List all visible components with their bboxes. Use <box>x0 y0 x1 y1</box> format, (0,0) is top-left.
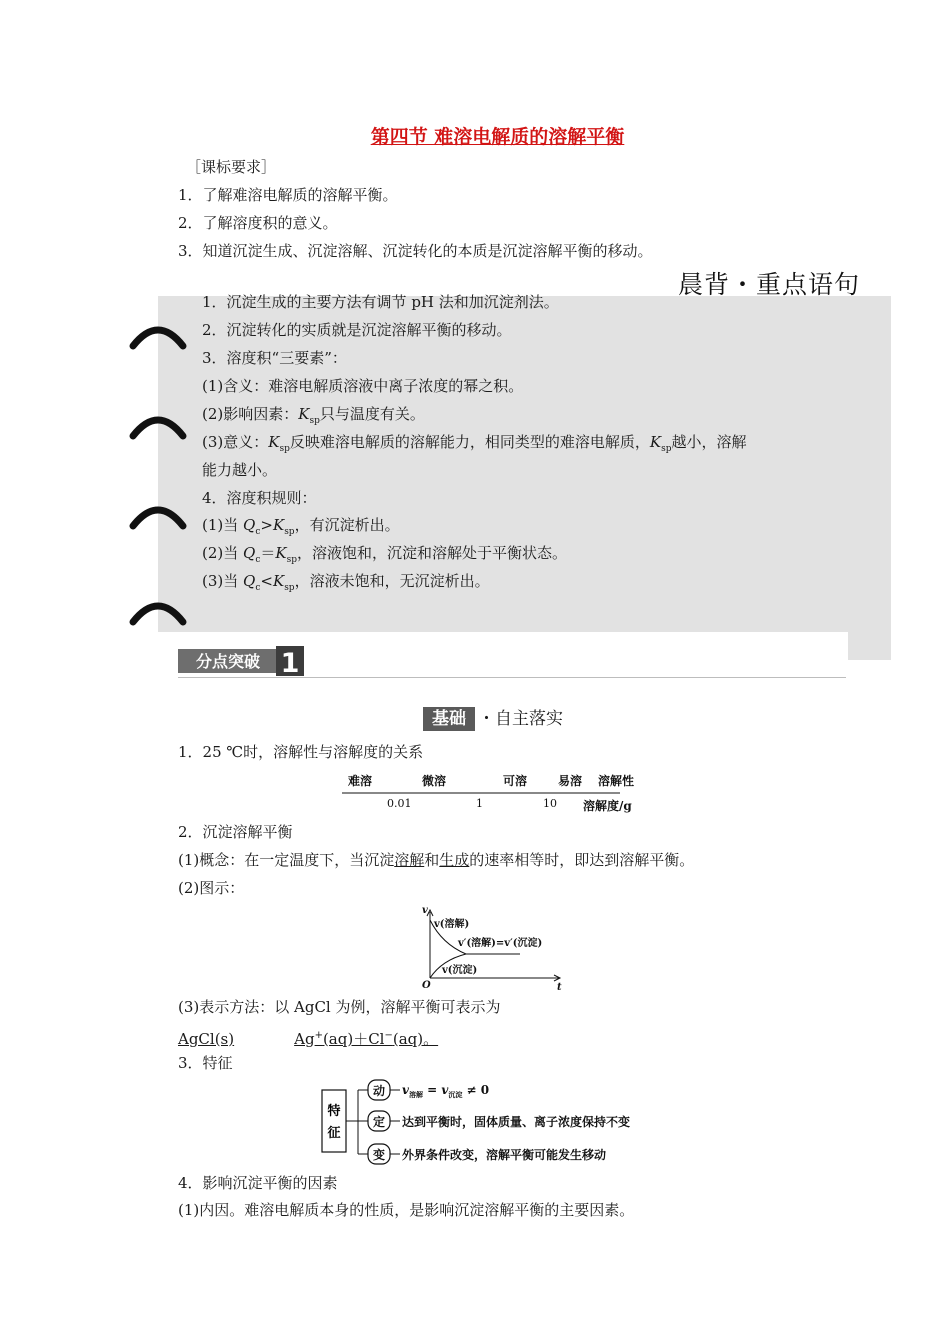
scale-category: 微溶 <box>422 774 447 788</box>
graph-precip-label: v(沉淀) <box>442 965 478 976</box>
key-point-1: 1．沉淀生成的主要方法有调节 pH 法和加沉淀剂法。 <box>202 293 559 311</box>
basics-badge: 基础 <box>423 707 475 731</box>
body-s2-1: (1)概念：在一定温度下，当沉淀溶解和生成的速率相等时，即达到溶解平衡。 <box>178 851 695 869</box>
scale-category: 易溶 <box>558 774 583 788</box>
scale-category: 溶解性 <box>598 774 635 788</box>
body-s3: 3．特征 <box>178 1054 233 1072</box>
morning-recitation-banner: 晨背・重点语句 <box>678 270 861 299</box>
requirements-heading: ［课标要求］ <box>186 158 277 176</box>
rule-1: (1)当 $Q_c>K_{sp}$，有沉淀析出。 <box>202 516 400 537</box>
requirement-item: 1．了解难溶电解质的溶解平衡。 <box>178 186 398 204</box>
scale-tick: 1 <box>476 797 483 810</box>
feature-char: 变 <box>372 1148 386 1162</box>
scale-tick: 0.01 <box>387 797 412 810</box>
binder-ring-icon <box>128 498 188 532</box>
equilibrium-equation: AgCl(s) Ag+(aq)＋Cl−(aq)。 <box>178 1030 439 1048</box>
page-title: 第四节 难溶电解质的溶解平衡 <box>370 126 625 148</box>
features-diagram <box>318 1076 664 1168</box>
body-s4: 4．影响沉淀平衡的因素 <box>178 1174 338 1192</box>
body-s4-1: (1)内因。难溶电解质本身的性质，是影响沉淀溶解平衡的主要因素。 <box>178 1201 635 1219</box>
scale-axis-label: 溶解度/g <box>583 799 632 813</box>
scale-category: 可溶 <box>503 774 528 788</box>
rule-3: (3)当 $Q_c<K_{sp}$，溶液未饱和，无沉淀析出。 <box>202 572 490 593</box>
body-s1: 1．25 ℃时，溶解性与溶解度的关系 <box>178 743 424 761</box>
section-tag <box>178 646 308 676</box>
feature-char: 动 <box>372 1084 386 1098</box>
scale-category: 难溶 <box>348 774 373 788</box>
binder-ring-icon <box>128 408 188 442</box>
graph-origin: O <box>422 980 431 990</box>
feature-text: $v_{溶解} = v_{沉淀} \ne 0$ <box>402 1083 490 1099</box>
key-point-3c-cont: 能力越小。 <box>202 461 278 479</box>
body-s2: 2．沉淀溶解平衡 <box>178 823 293 841</box>
graph-x-label: t <box>557 982 562 990</box>
rule-2: (2)当 $Q_c=K_{sp}$，溶液饱和，沉淀和溶解处于平衡状态。 <box>202 544 568 565</box>
scale-tick: 10 <box>543 797 557 810</box>
solubility-scale <box>340 770 645 816</box>
key-point-4: 4．溶度积规则： <box>202 489 317 507</box>
body-s2-2: (2)图示： <box>178 879 245 897</box>
section-divider <box>178 677 846 678</box>
basics-heading: ・自主落实 <box>478 709 563 729</box>
key-point-3a: (1)含义：难溶电解质溶液中离子浓度的幂之积。 <box>202 377 524 395</box>
rate-time-graph <box>420 902 566 990</box>
feature-char: 定 <box>372 1115 386 1129</box>
key-point-3c: (3)意义：$K_{sp}$反映难溶电解质的溶解能力，相同类型的难溶电解质，$K_{sp}$越小，溶解 <box>202 433 747 454</box>
features-label-1: 特 <box>327 1104 341 1119</box>
feature-text: 达到平衡时，固体质量、离子浓度保持不变 <box>402 1115 631 1129</box>
key-point-2: 2．沉淀转化的实质就是沉淀溶解平衡的移动。 <box>202 321 512 339</box>
key-point-3b: (2)影响因素：$K_{sp}$只与温度有关。 <box>202 405 425 426</box>
features-label-2: 征 <box>327 1126 341 1141</box>
binder-ring-icon <box>128 594 188 628</box>
body-s2-3: (3)表示方法：以 AgCl 为例，溶解平衡可表示为 <box>178 998 501 1016</box>
feature-text: 外界条件改变，溶解平衡可能发生移动 <box>402 1148 607 1162</box>
graph-equal-label: v′(溶解)=v′(沉淀) <box>458 938 543 949</box>
section-tag-number: 1 <box>280 648 300 676</box>
key-point-3: 3．溶度积“三要素”： <box>202 349 347 367</box>
graph-y-label: v <box>422 905 428 916</box>
requirement-item: 3．知道沉淀生成、沉淀溶解、沉淀转化的本质是沉淀溶解平衡的移动。 <box>178 242 653 260</box>
section-tag-label: 分点突破 <box>195 652 261 671</box>
graph-dissolve-label: v(溶解) <box>434 919 470 930</box>
binder-ring-icon <box>128 318 188 352</box>
requirement-item: 2．了解溶度积的意义。 <box>178 214 338 232</box>
